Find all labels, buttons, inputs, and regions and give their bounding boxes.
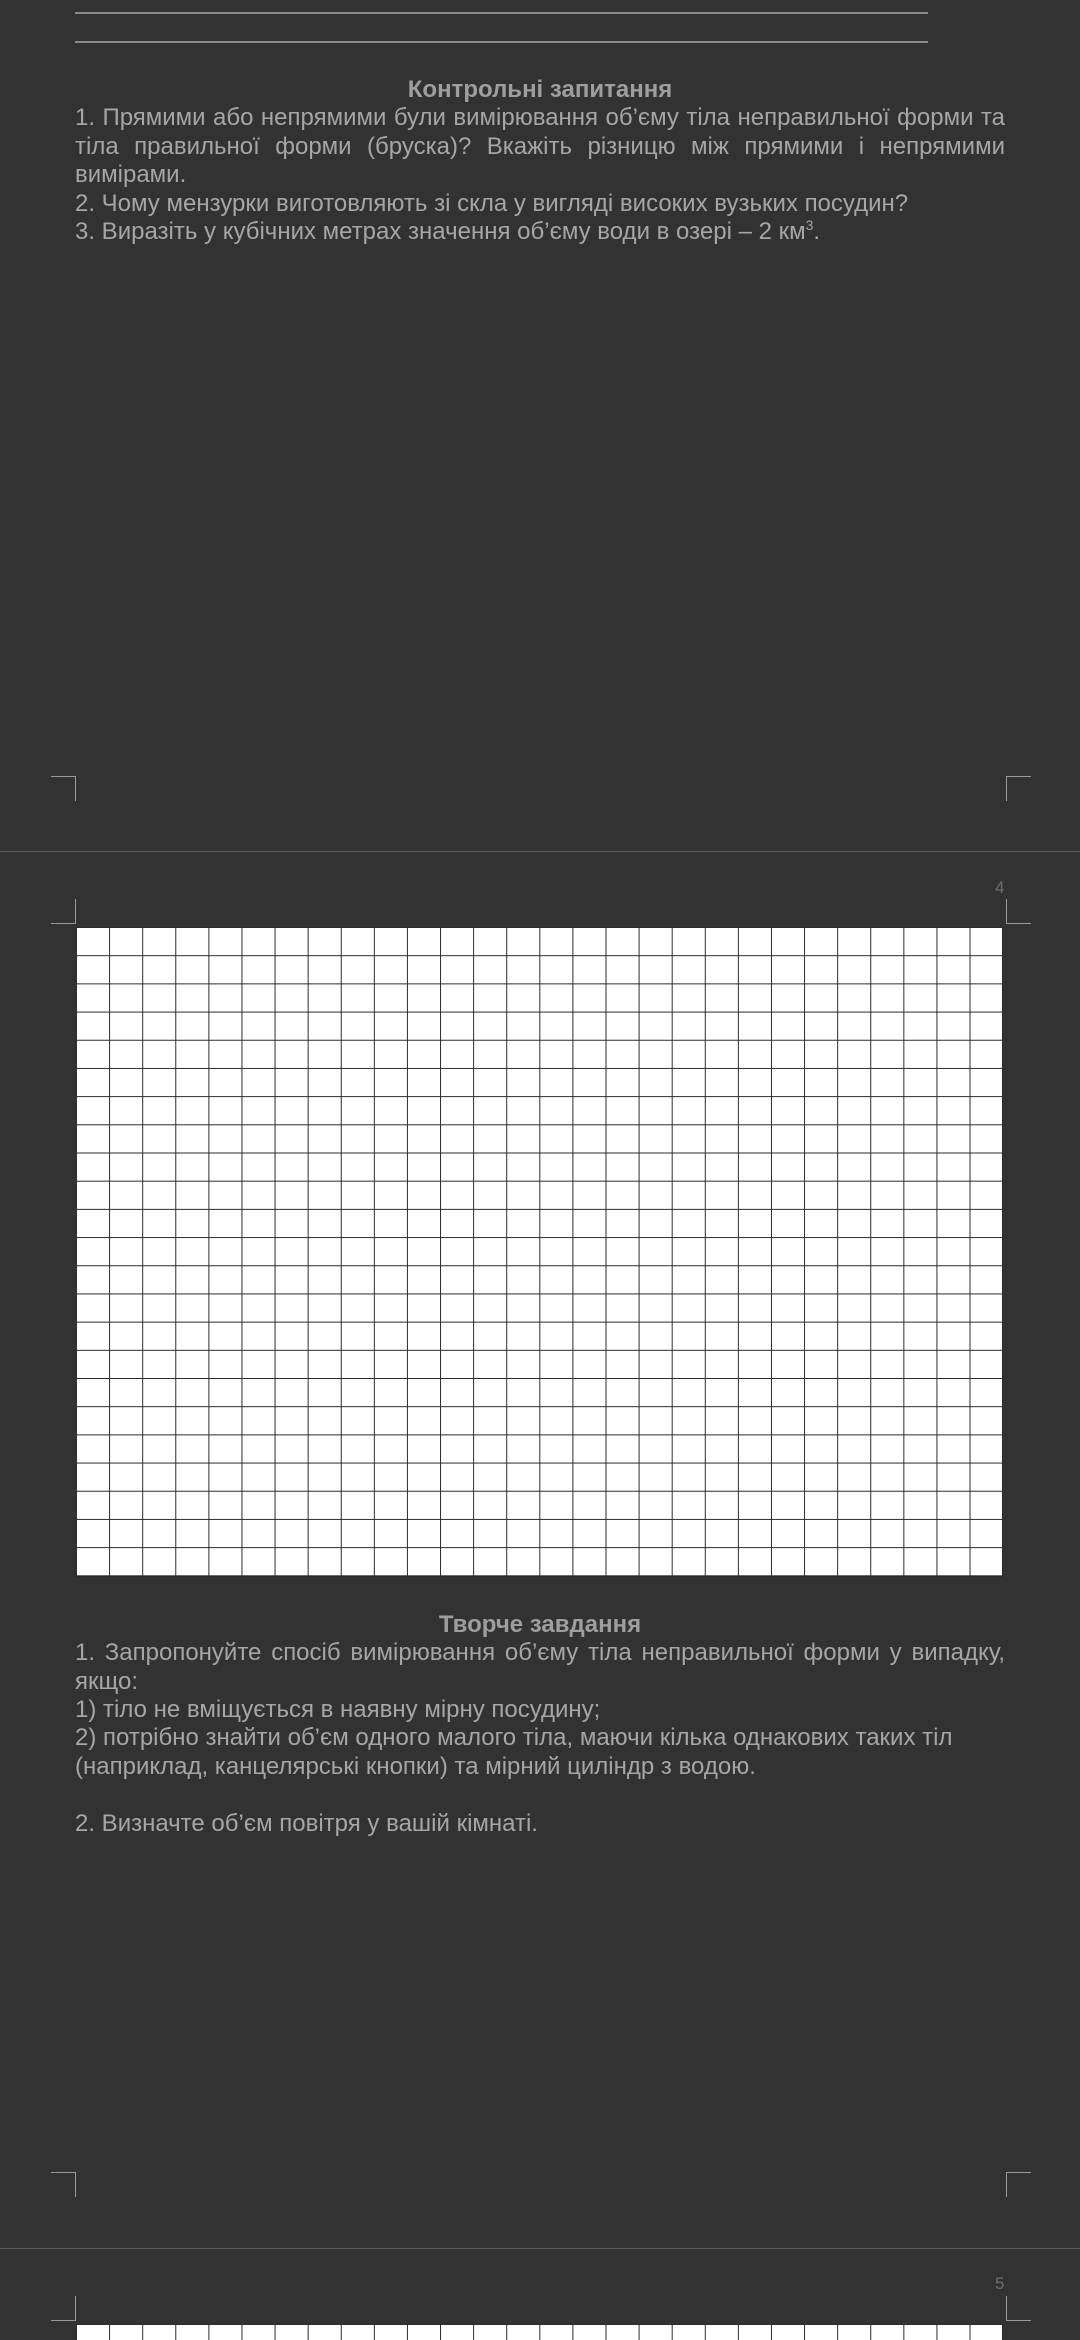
page-corner-mark bbox=[51, 776, 76, 801]
page-corner-mark bbox=[1006, 899, 1031, 924]
task-1-case-a: 1) тіло не вміщується в наявну мірну посудину; bbox=[75, 1696, 601, 1723]
page-number: 4 bbox=[995, 878, 1005, 897]
page-corner-mark bbox=[1006, 2172, 1031, 2197]
answer-line bbox=[75, 12, 928, 14]
page-corner-mark bbox=[1006, 776, 1031, 801]
page-corner-mark bbox=[51, 2172, 76, 2197]
question-2: 2. Чому мензурки виготовляють зі скла у вигляді високих вузьких посудин? bbox=[75, 190, 909, 217]
control-questions-heading: Контрольні запитання bbox=[407, 76, 673, 103]
graph-paper-grid bbox=[76, 927, 1003, 1577]
document-page-3 bbox=[0, 0, 1080, 850]
document-page-4 bbox=[0, 852, 1080, 2247]
question-3 bbox=[75, 218, 1005, 247]
graph-paper-grid bbox=[76, 2324, 1003, 2340]
task-1-intro: 1. Запропонуйте спосіб вимірювання об’єму тіла неправильної форми у випадку, якщо: bbox=[75, 1639, 1005, 1695]
question-3-end: . bbox=[813, 218, 821, 245]
page-corner-mark bbox=[51, 899, 76, 924]
question-3-exponent: 3 bbox=[805, 217, 814, 233]
creative-task-heading: Творче завдання bbox=[438, 1611, 642, 1638]
task-1-case-b: 2) потрібно знайти об’єм одного малого тіла, маючи кілька однакових таких тіл (наприклад, канцелярські кнопки) та мірний циліндр з водою. bbox=[75, 1724, 953, 1780]
question-1: 1. Прямими або непрямими були вимірювання об’єму тіла неправильної форми та тіла правильної форми (бруска)? Вкажіть різницю між прямими і непрямими вимірами. bbox=[75, 104, 1005, 188]
document-page-5 bbox=[0, 2249, 1080, 2340]
page-corner-mark bbox=[1006, 2296, 1031, 2321]
task-2: 2. Визначте об’єм повітря у вашій кімнаті. bbox=[75, 1810, 538, 1837]
page-number: 5 bbox=[995, 2274, 1005, 2293]
page-corner-mark bbox=[51, 2296, 76, 2321]
answer-line bbox=[75, 41, 928, 43]
question-3-text: 3. Виразіть у кубічних метрах значення об’єму води в озері – 2 км bbox=[75, 218, 806, 245]
